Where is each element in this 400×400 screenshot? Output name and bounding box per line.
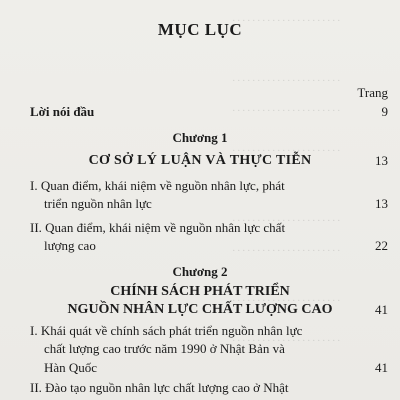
chapter1-item1-line1: I. Quan điểm, khái niệm về nguồn nhân lực, phát xyxy=(30,178,285,193)
preface-page: 9 xyxy=(381,104,388,119)
toc-title: MỤC LỤC xyxy=(157,20,243,39)
chapter1-item2-line2: lượng cao xyxy=(44,238,96,253)
chapter2-item1-page: 41 xyxy=(375,360,388,375)
chapter2-title-line1: CHÍNH SÁCH PHÁT TRIỂN xyxy=(110,284,290,299)
chapter1-item2-line1: II. Quan điểm, khái niệm về nguồn nhân lực chất xyxy=(30,220,286,235)
chapter2-item1-line1: I. Khái quát về chính sách phát triển nguồn nhân lực xyxy=(30,323,303,338)
chapter1-title: CƠ SỞ LÝ LUẬN VÀ THỰC TIỄN xyxy=(88,153,312,168)
chapter1-number: Chương 1 xyxy=(172,130,228,145)
chapter1-item2-page: 22 xyxy=(375,238,388,253)
chapter2-item2-line1: II. Đào tạo nguồn nhân lực chất lượng cao ở Nhật xyxy=(30,380,289,395)
chapter2-item1-line2: chất lượng cao trước năm 1990 ở Nhật Bản và xyxy=(44,341,285,356)
chapter2-number: Chương 2 xyxy=(172,264,228,279)
chapter1-item1-page: 13 xyxy=(375,196,388,211)
page-column-header: Trang xyxy=(357,85,388,100)
preface-label: Lời nói đầu xyxy=(30,104,95,119)
chapter2-title-line2: NGUỒN NHÂN LỰC CHẤT LƯỢNG CAO xyxy=(67,302,333,317)
chapter1-page: 13 xyxy=(375,153,388,168)
chapter2-item1-line3: Hàn Quốc xyxy=(44,360,98,375)
show-through-text: . . . . . . . . . . . . . . . . . . . . . . . . . . . . . . . . . . . . . . . . . . . . . . . . . . . . . . . . . . . . . . . . . . . . . . . . . . . . . . . . . . . . . . . . . . . . . . . . . . . . . . . . . . . . . . . . . . . . . . . . . . . . . . . . . . . . . . . . . . . . . . . . . . . . . . . . . . . . . . . . . . . . . . . . . . . . . . . . xyxy=(232,13,340,344)
chapter2-page: 41 xyxy=(375,302,388,317)
chapter1-item1-line2: triển nguồn nhân lực xyxy=(44,196,152,211)
